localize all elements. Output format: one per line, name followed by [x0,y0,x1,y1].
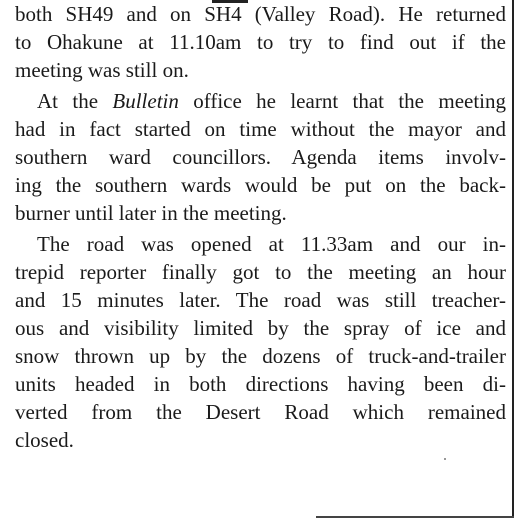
text-line: closed. [15,428,74,452]
paragraph-2 [15,87,506,227]
print-speck [444,458,446,460]
text-fragment: office he learnt that the meeting [178,89,506,113]
text-line: southern ward councillors. Agenda items involv- [15,145,506,169]
text-line: meeting was still on. [15,58,189,82]
publication-name: Bulletin [112,89,179,113]
paragraph-3 [15,230,506,454]
column-bottom-rule [316,516,514,518]
text-line: to Ohakune at 11.10am to try to find out if the [15,30,506,54]
text-line: snow thrown up by the dozens of truck-and-trailer [15,344,506,368]
article-body [15,0,506,454]
text-line: and 15 minutes later. The road was still treacher- [15,288,506,312]
text-fragment: At the [37,89,113,113]
text-line: units headed in both directions having been di- [15,372,506,396]
column-divider-rule [512,0,514,518]
text-line: ing the southern wards would be put on the back- [15,173,506,197]
text-line: burner until later in the meeting. [15,201,287,225]
text-line: verted from the Desert Road which remained [15,400,506,424]
text-line: ous and visibility limited by the spray of ice and [15,316,506,340]
text-line: had in fact started on time without the mayor and [15,117,506,141]
text-line [15,87,506,115]
text-line: trepid reporter finally got to the meeting an hour [15,260,506,284]
text-line: The road was opened at 11.33am and our in- [37,232,506,256]
paragraph-1 [15,0,506,84]
text-line: both SH49 and on SH4 (Valley Road). He returned [15,2,506,26]
